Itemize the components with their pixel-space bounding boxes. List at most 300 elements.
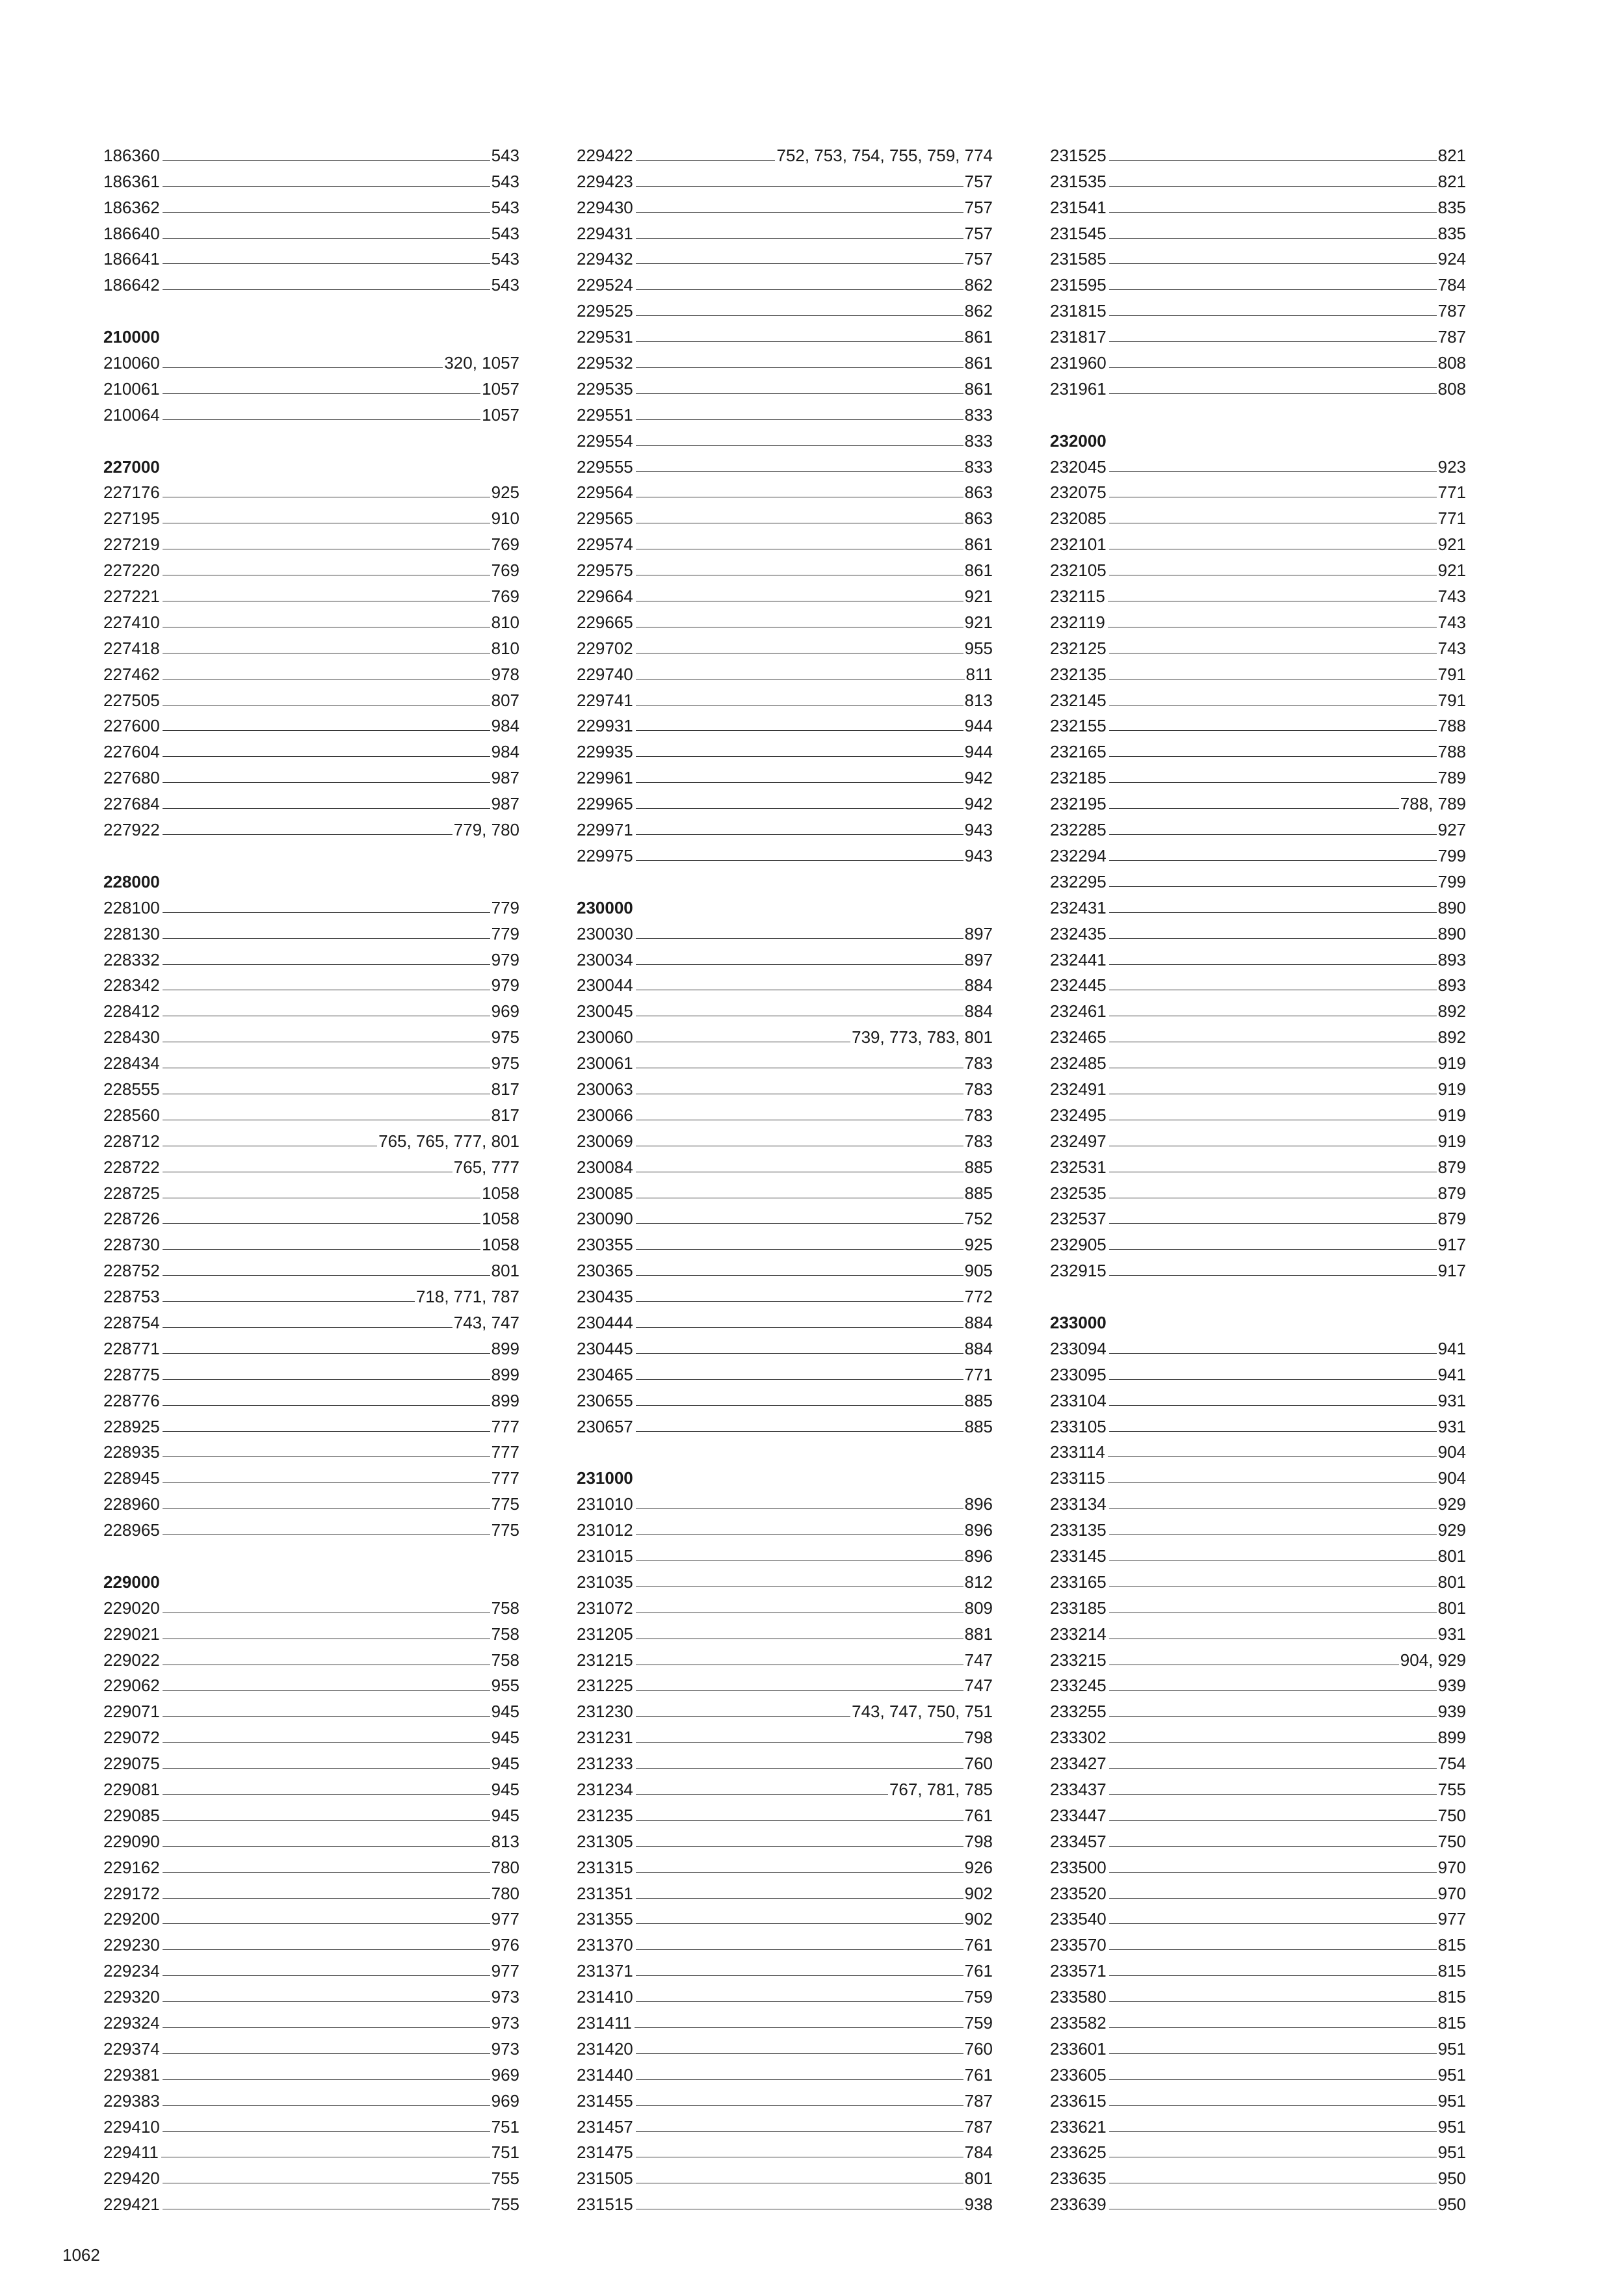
entry-pages: 919 [1437, 1131, 1466, 1151]
entry-pages: 758 [491, 1598, 519, 1618]
leader-line [1109, 1379, 1437, 1380]
index-entry [577, 321, 993, 347]
index-entry [577, 1280, 993, 1306]
entry-code: 233104 [1050, 1390, 1107, 1410]
index-entry [103, 1981, 519, 2007]
index-entry [103, 165, 519, 191]
entry-code: 229665 [577, 612, 633, 632]
index-entry [577, 1410, 993, 1436]
entry-code: 231535 [1050, 171, 1107, 191]
entry-code: 229090 [103, 1831, 160, 1851]
index-entry [103, 2033, 519, 2059]
index-entry [577, 2137, 993, 2163]
index-entry [577, 1799, 993, 1825]
leader-line [163, 782, 490, 783]
entry-code: 233570 [1050, 1935, 1107, 1955]
index-entry [103, 1695, 519, 1721]
entry-pages: 777 [491, 1442, 519, 1462]
entry-pages: 743 [1437, 638, 1466, 658]
index-entry [103, 813, 519, 839]
entry-code: 229420 [103, 2168, 160, 2189]
index-entry [577, 502, 993, 528]
entry-pages: 815 [1437, 1935, 1466, 1955]
index-entry [1050, 269, 1466, 295]
entry-code: 229072 [103, 1728, 160, 1748]
index-entry [577, 917, 993, 943]
index-entry [1050, 787, 1466, 813]
leader-line [636, 1508, 963, 1509]
index-entry [103, 1254, 519, 1280]
index-entry [1050, 1462, 1466, 1488]
index-column-1 [103, 139, 519, 2214]
entry-pages: 969 [491, 1001, 519, 1021]
index-entry [1050, 191, 1466, 217]
entry-code: 186640 [103, 223, 160, 243]
entry-code: 231355 [577, 1909, 633, 1929]
entry-pages: 919 [1437, 1079, 1466, 1099]
index-entry [577, 295, 993, 321]
index-entry [103, 761, 519, 787]
leader-line [636, 445, 963, 446]
index-entry [103, 1228, 519, 1254]
leader-line [636, 938, 963, 939]
entry-pages: 739, 773, 783, 801 [852, 1027, 993, 1047]
entry-pages: 899 [491, 1338, 519, 1358]
index-entry [103, 1151, 519, 1177]
entry-code: 231010 [577, 1494, 633, 1514]
index-entry [577, 2162, 993, 2188]
entry-pages: 973 [491, 2013, 519, 2033]
entry-pages: 945 [491, 1780, 519, 1799]
entry-code: 229230 [103, 1935, 160, 1955]
leader-line [163, 2053, 490, 2054]
leader-line [1109, 2079, 1437, 2080]
index-entry [103, 1644, 519, 1670]
entry-code: 231455 [577, 2090, 633, 2111]
index-entry [103, 1073, 519, 1099]
entry-pages: 902 [964, 1883, 993, 1903]
index-entry [1050, 995, 1466, 1021]
index-entry [103, 1488, 519, 1514]
entry-pages: 833 [964, 430, 993, 451]
entry-pages: 931 [1437, 1624, 1466, 1644]
index-entry [103, 1514, 519, 1540]
entry-pages: 1058 [482, 1209, 519, 1229]
entry-code: 232465 [1050, 1027, 1107, 1047]
index-entry [1050, 2162, 1466, 2188]
entry-pages: 783 [964, 1079, 993, 1099]
entry-code: 228560 [103, 1105, 160, 1125]
section-heading: 230000 [577, 897, 633, 917]
entry-code: 231233 [577, 1754, 633, 1774]
entry-code: 229374 [103, 2038, 160, 2059]
entry-pages: 885 [964, 1390, 993, 1410]
entry-pages: 973 [491, 1987, 519, 2007]
leader-line [1109, 2131, 1437, 2132]
index-entry [1050, 969, 1466, 995]
index-entry [1050, 1358, 1466, 1384]
entry-code: 231545 [1050, 223, 1107, 243]
index-entry [1050, 451, 1466, 477]
index-entry [103, 1177, 519, 1203]
leader-line [163, 1249, 480, 1250]
page-number: 1062 [62, 2245, 100, 2265]
entry-code: 233165 [1050, 1572, 1107, 1592]
index-entry [577, 217, 993, 243]
leader-line [636, 419, 963, 420]
section-spacer [577, 865, 993, 891]
index-entry [577, 1566, 993, 1592]
leader-line [1108, 1456, 1437, 1457]
entry-code: 230061 [577, 1053, 633, 1074]
entry-pages: 941 [1437, 1364, 1466, 1384]
index-entry [103, 1462, 519, 1488]
index-entry [1050, 1047, 1466, 1073]
entry-code: 232085 [1050, 508, 1107, 529]
index-entry [1050, 813, 1466, 839]
leader-line [1108, 1482, 1437, 1483]
index-entry [1050, 606, 1466, 632]
index-entry [103, 1929, 519, 1955]
index-entry [577, 1047, 993, 1073]
leader-line [1109, 964, 1437, 965]
index-entry [103, 139, 519, 165]
leader-line [163, 212, 490, 213]
entry-code: 228752 [103, 1261, 160, 1281]
entry-pages: 779 [491, 897, 519, 917]
entry-pages: 810 [491, 638, 519, 658]
entry-pages: 984 [491, 716, 519, 736]
leader-line [636, 2105, 963, 2106]
entry-pages: 821 [1437, 171, 1466, 191]
entry-code: 228925 [103, 1416, 160, 1436]
entry-code: 232445 [1050, 975, 1107, 995]
index-entry [1050, 1384, 1466, 1410]
entry-pages: 788 [1437, 742, 1466, 762]
entry-code: 227505 [103, 690, 160, 710]
entry-code: 232115 [1050, 586, 1105, 607]
leader-line [1109, 1353, 1437, 1354]
index-entry [1050, 1877, 1466, 1903]
index-entry [1050, 347, 1466, 373]
entry-pages: 320, 1057 [444, 353, 519, 373]
entry-pages: 798 [964, 1728, 993, 1748]
index-entry [577, 1384, 993, 1410]
leader-line [1109, 1768, 1437, 1769]
entry-code: 227418 [103, 638, 160, 658]
leader-line [163, 238, 490, 239]
index-entry [577, 1903, 993, 1929]
entry-pages: 861 [964, 353, 993, 373]
entry-code: 229555 [577, 456, 633, 477]
leader-line [636, 834, 963, 835]
leader-line [636, 1820, 963, 1821]
entry-code: 229535 [577, 378, 633, 399]
entry-code: 227922 [103, 820, 160, 840]
index-entry [1050, 554, 1466, 580]
entry-pages: 921 [964, 612, 993, 632]
entry-code: 229423 [577, 171, 633, 191]
index-entry [1050, 1644, 1466, 1670]
index-entry [103, 1099, 519, 1125]
entry-code: 231351 [577, 1883, 633, 1903]
entry-pages: 890 [1437, 923, 1466, 943]
entry-code: 229935 [577, 742, 633, 762]
entry-code: 230084 [577, 1157, 633, 1177]
leader-line [636, 1923, 963, 1924]
index-entry [103, 1903, 519, 1929]
index-entry [577, 2111, 993, 2137]
entry-pages: 543 [491, 223, 519, 243]
entry-pages: 801 [1437, 1546, 1466, 1566]
index-entry [577, 1332, 993, 1358]
leader-line [1109, 1223, 1437, 1224]
leader-line [636, 1275, 963, 1276]
leader-line [1109, 393, 1437, 394]
entry-pages: 761 [964, 1961, 993, 1981]
entry-code: 231595 [1050, 275, 1107, 295]
entry-code: 229200 [103, 1909, 160, 1929]
index-entry [577, 2059, 993, 2085]
entry-code: 229172 [103, 1883, 160, 1903]
entry-pages: 862 [964, 301, 993, 321]
index-entry [577, 1721, 993, 1747]
index-entry [577, 632, 993, 658]
entry-pages: 884 [964, 975, 993, 995]
entry-code: 233500 [1050, 1857, 1107, 1877]
entry-code: 229432 [577, 249, 633, 269]
entry-pages: 950 [1437, 2194, 1466, 2215]
leader-line [163, 1275, 490, 1276]
index-entry [103, 1358, 519, 1384]
index-entry [1050, 1592, 1466, 1618]
leader-line [636, 2131, 963, 2132]
index-entry [1050, 1540, 1466, 1566]
index-entry [577, 269, 993, 295]
entry-pages: 885 [964, 1416, 993, 1436]
index-entry [103, 1125, 519, 1151]
entry-pages: 543 [491, 249, 519, 269]
leader-line [636, 1379, 963, 1380]
index-entry [577, 399, 993, 425]
leader-line [1109, 186, 1437, 187]
index-entry [1050, 2188, 1466, 2214]
index-entry [577, 1151, 993, 1177]
index-entry [577, 1177, 993, 1203]
leader-line [163, 1923, 490, 1924]
index-entry [103, 606, 519, 632]
entry-pages: 801 [491, 1261, 519, 1281]
index-entry [103, 2059, 519, 2085]
leader-line [636, 1794, 888, 1795]
entry-pages: 751 [491, 2116, 519, 2137]
entry-pages: 777 [491, 1468, 519, 1488]
entry-pages: 884 [964, 1338, 993, 1358]
index-entry [103, 2111, 519, 2137]
entry-pages: 787 [1437, 301, 1466, 321]
entry-pages: 861 [964, 560, 993, 581]
leader-line [163, 289, 490, 290]
entry-pages: 817 [491, 1079, 519, 1099]
entry-code: 232105 [1050, 560, 1107, 581]
entry-pages: 919 [1437, 1105, 1466, 1125]
index-entry [103, 1306, 519, 1332]
entry-code: 232435 [1050, 923, 1107, 943]
entry-pages: 885 [964, 1183, 993, 1203]
entry-pages: 821 [1437, 145, 1466, 165]
leader-line [1109, 912, 1437, 913]
entry-pages: 757 [964, 249, 993, 269]
entry-pages: 939 [1437, 1702, 1466, 1722]
index-entry [1050, 2007, 1466, 2033]
entry-pages: 917 [1437, 1261, 1466, 1281]
index-entry [1050, 165, 1466, 191]
leader-line [1109, 1405, 1437, 1406]
index-entry [577, 1644, 993, 1670]
index-entry [577, 1540, 993, 1566]
entry-pages: 897 [964, 949, 993, 969]
index-entry [103, 943, 519, 969]
entry-code: 232155 [1050, 716, 1107, 736]
entry-code: 232045 [1050, 456, 1107, 477]
entry-code: 231440 [577, 2064, 633, 2085]
index-entry [1050, 1903, 1466, 1929]
entry-code: 229085 [103, 1805, 160, 1825]
entry-pages: 977 [1437, 1909, 1466, 1929]
leader-line [636, 1431, 963, 1432]
entry-code: 230435 [577, 1287, 633, 1307]
index-entry [103, 917, 519, 943]
index-column-3 [1050, 139, 1466, 2214]
index-entry [103, 528, 519, 554]
entry-code: 230045 [577, 1001, 633, 1021]
entry-pages: 945 [491, 1728, 519, 1748]
index-entry [1050, 243, 1466, 269]
entry-code: 233580 [1050, 1987, 1107, 2007]
leader-line [636, 1872, 963, 1873]
leader-line [636, 1975, 963, 1976]
entry-code: 230069 [577, 1131, 633, 1151]
entry-code: 232495 [1050, 1105, 1107, 1125]
entry-pages: 977 [491, 1961, 519, 1981]
index-entry [103, 1436, 519, 1462]
leader-line [163, 1820, 490, 1821]
leader-line [636, 2079, 963, 2080]
entry-pages: 896 [964, 1494, 993, 1514]
entry-pages: 944 [964, 742, 993, 762]
entry-pages: 902 [964, 1909, 993, 1929]
leader-line [1109, 886, 1437, 887]
entry-code: 231815 [1050, 301, 1107, 321]
index-entry [1050, 1851, 1466, 1877]
leader-line [163, 1690, 490, 1691]
entry-code: 231072 [577, 1598, 633, 1618]
entry-pages: 861 [964, 534, 993, 555]
entry-pages: 979 [491, 975, 519, 995]
entry-pages: 812 [964, 1572, 993, 1592]
entry-pages: 767, 781, 785 [889, 1780, 993, 1799]
entry-code: 229431 [577, 223, 633, 243]
entry-code: 186642 [103, 275, 160, 295]
entry-pages: 791 [1437, 690, 1466, 710]
index-entry [577, 710, 993, 736]
leader-line [1109, 263, 1437, 264]
leader-line [1109, 367, 1437, 368]
entry-pages: 951 [1437, 2090, 1466, 2111]
index-entry [103, 191, 519, 217]
entry-code: 229071 [103, 1702, 160, 1722]
leader-line [163, 808, 490, 809]
entry-code: 231961 [1050, 378, 1107, 399]
index-entry [577, 1254, 993, 1280]
entry-pages: 921 [1437, 534, 1466, 555]
entry-pages: 926 [964, 1857, 993, 1877]
entry-code: 233615 [1050, 2090, 1107, 2111]
index-entry [1050, 1695, 1466, 1721]
index-entry [1050, 580, 1466, 606]
entry-pages: 752, 753, 754, 755, 759, 774 [776, 145, 993, 165]
entry-code: 227221 [103, 586, 160, 607]
entry-code: 228776 [103, 1390, 160, 1410]
index-entry [1050, 2111, 1466, 2137]
index-entry [103, 1773, 519, 1799]
leader-line [1109, 860, 1437, 861]
leader-line [1109, 1975, 1437, 1976]
leader-line [636, 782, 963, 783]
index-entry [1050, 761, 1466, 787]
entry-pages: 973 [491, 2038, 519, 2059]
entry-code: 229575 [577, 560, 633, 581]
entry-code: 233135 [1050, 1520, 1107, 1540]
index-entry [103, 2188, 519, 2214]
index-entry [103, 891, 519, 917]
leader-line [1109, 1794, 1437, 1795]
entry-code: 233214 [1050, 1624, 1107, 1644]
entry-code: 231305 [577, 1831, 633, 1851]
entry-code: 229965 [577, 794, 633, 814]
index-entry [577, 1981, 993, 2007]
entry-code: 232195 [1050, 794, 1107, 814]
entry-code: 231315 [577, 1857, 633, 1877]
entry-pages: 904 [1437, 1442, 1466, 1462]
entry-pages: 881 [964, 1624, 993, 1644]
leader-line [1109, 2105, 1437, 2106]
leader-line [163, 756, 490, 757]
index-entry [577, 1747, 993, 1773]
entry-code: 230044 [577, 975, 633, 995]
index-entry [103, 1747, 519, 1773]
leader-line [163, 964, 490, 965]
entry-pages: 789 [1437, 768, 1466, 788]
entry-pages: 761 [964, 1935, 993, 1955]
index-entry [577, 477, 993, 503]
index-entry [577, 813, 993, 839]
index-entry [1050, 1151, 1466, 1177]
index-entry [103, 554, 519, 580]
entry-pages: 951 [1437, 2064, 1466, 2085]
entry-code: 233115 [1050, 1468, 1105, 1488]
leader-line [1109, 782, 1437, 783]
entry-code: 231235 [577, 1805, 633, 1825]
entry-code: 229702 [577, 638, 633, 658]
entry-code: 186641 [103, 249, 160, 269]
index-entry [1050, 1825, 1466, 1851]
leader-line [636, 730, 963, 731]
entry-pages: 760 [964, 1754, 993, 1774]
entry-code: 232294 [1050, 845, 1107, 865]
entry-pages: 910 [491, 508, 519, 529]
entry-code: 210064 [103, 404, 160, 425]
